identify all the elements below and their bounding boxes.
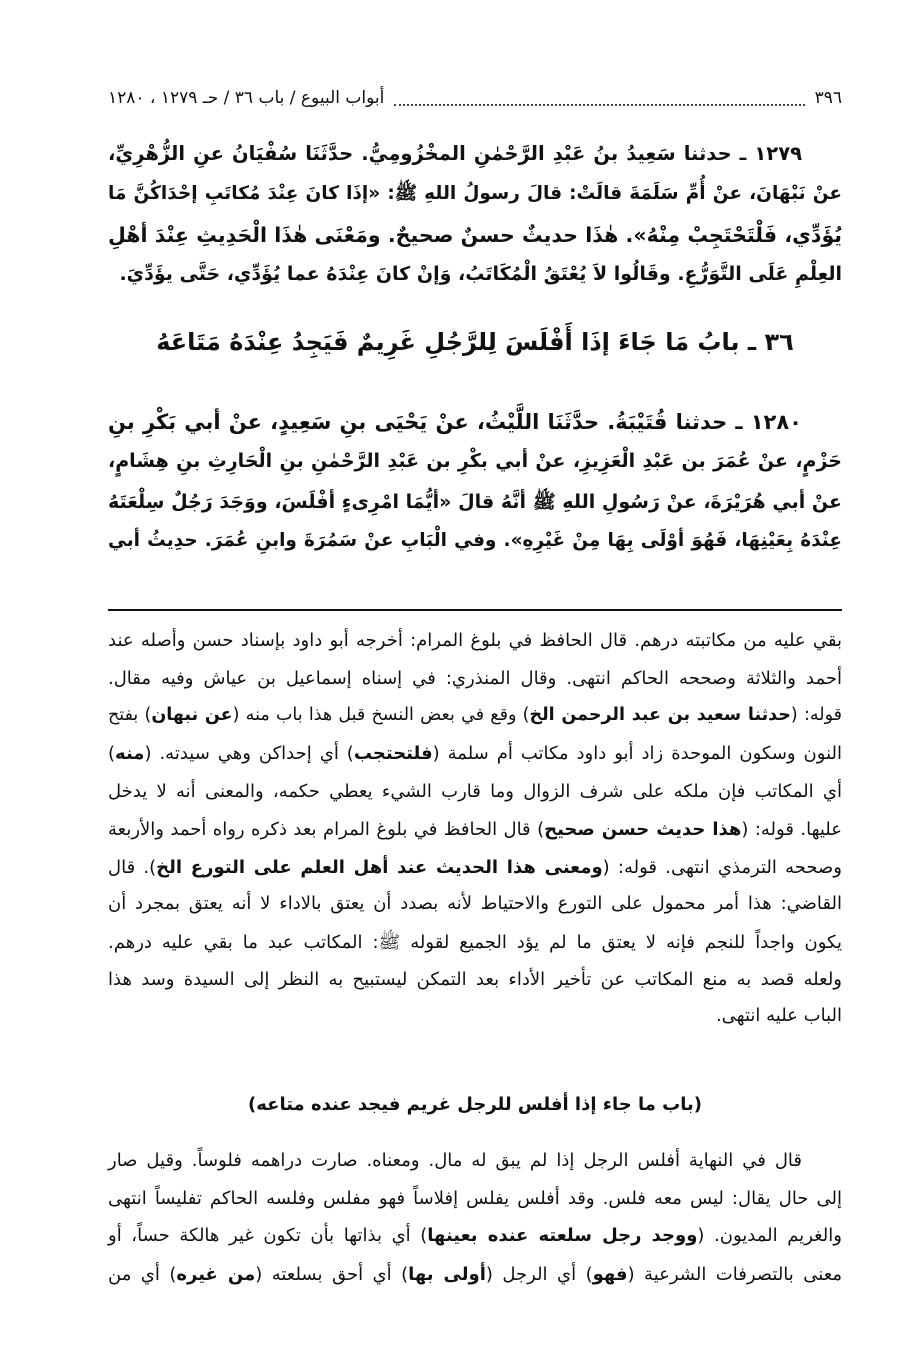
text-run: أحمد والثلاثة وصححه الحاكم انتهى. وقال المنذري: في إسناه إسماعيل بن عياش وفيه مقال.: [108, 668, 842, 689]
commentary-line: [108, 781, 842, 802]
footnote-divider: [108, 609, 842, 611]
hadith-line: [108, 223, 842, 247]
text-run: قال في النهاية أفلس الرجل إذا لم يبق له مال. ومعناه. صارت دراهمه فلوساً. وقيل صار: [108, 1150, 802, 1171]
text-run: عليها. قوله: (: [741, 819, 842, 840]
text-run: ) أي إحداكن وهي سيدته. (: [144, 743, 354, 764]
bold-quoted-phrase: من غيره: [176, 1264, 256, 1285]
bold-quoted-phrase: (باب ما جاء إذا أفلس للرجل غريم فيجد عنده متاعه): [248, 1094, 702, 1115]
hadith-line: [108, 142, 842, 165]
text-run: ١٢٨٠ ـ حدثنا قُتَيْبَةُ. حدَّثَنَا اللَّيْثُ، عنْ يَحْيَى بنِ سَعِيدٍ، عنْ أبي بَكْرِ بنِ: [108, 410, 802, 434]
commentary-line: [108, 705, 842, 725]
hadith-line: [108, 530, 842, 551]
text-run: ) قال الحافظ في بلوغ المرام بعد ذكره رواه أحمد والأربعة: [108, 819, 545, 840]
bold-quoted-phrase: ومعنى هذا الحديث عند أهل العلم على التورع الخ: [156, 857, 603, 878]
page-number: ٣٩٦: [814, 88, 842, 108]
text-run: ١٢٧٩ ـ حدثنا سَعِيدُ بنُ عَبْدِ الرَّحْمٰنِ المخْزُومِيُّ. حدَّثَنَا سُفْيَانُ عنِ الزُّهْرِيِّ،: [108, 142, 802, 165]
text-run: الباب عليه انتهى.: [715, 1005, 842, 1026]
commentary-line: [108, 630, 842, 651]
commentary-line: [108, 857, 842, 878]
text-run: وصححه الترمذي انتهى. قوله: (: [602, 857, 842, 878]
text-run: يكون واجداً للنجم فإنه لا يعتق ما لم يؤد الجميع لقوله ﷺ: المكاتب عبد ما بقي عليه درهم.: [108, 932, 842, 953]
commentary-line: [108, 1150, 842, 1171]
text-run: ) أي أحق بسلعته (: [255, 1264, 409, 1285]
text-run: ) أي الرجل (: [485, 1264, 593, 1285]
text-run: معنى بالتصرفات الشرعية (: [627, 1264, 843, 1285]
bold-quoted-phrase: عن نبهان: [151, 705, 233, 725]
text-run: ولعله قصد به منع المكاتب عن تأخير الأداء بعد التمكن ليستبيح به النظر إلى السيدة وسد هذا: [108, 969, 842, 990]
commentary-line: [108, 969, 842, 990]
commentary-line: [108, 1225, 842, 1246]
commentary-line: [108, 668, 842, 689]
text-run: بقي عليه من مكاتبته درهم. قال الحافظ في بلوغ المرام: أخرجه أبو داود بإسناد حسن وأصله عند: [108, 630, 842, 651]
commentary-line: [108, 1264, 842, 1285]
text-run: العِلْمِ عَلَى التَّوَرُّعِ. وقَالُوا لاَ يُعْتَقُ الْمُكَاتَبُ، وَإنْ كانَ عِنْدَهُ عما يُؤَدِّي، حَتَّى يؤَدِّيَ.: [119, 263, 842, 285]
text-run: عنْ نَبْهَانَ، عنْ أُمِّ سَلَمَةَ قالَتْ: قالَ رسولُ اللهِ ﷺ: «إذَا كانَ عِنْدَ مُكاتَبِ إحْدَاكُنَّ مَا: [108, 183, 842, 204]
bold-quoted-phrase: فلتحتجب: [353, 743, 433, 764]
text-run: إلى حال يقال: ليس معه فلس. وقد أفلس يفلس إفلاساً فهو مفلس وفلسه الحاكم تفليساً انتهى: [108, 1188, 842, 1209]
bold-quoted-phrase: فهو: [592, 1264, 628, 1285]
commentary-line: [108, 931, 842, 957]
commentary-line: [108, 1094, 842, 1115]
text-run: ٣٦ ـ بابُ مَا جَاءَ إذَا أَفْلَسَ لِلرَّجُلِ غَرِيمٌ فَيَجِدُ عِنْدَهُ مَتَاعَهُ: [156, 328, 794, 356]
header-dot-leader: [394, 96, 804, 106]
text-run: النون وسكون الموحدة زاد أبو داود مكاتب أم سلمة (: [432, 743, 842, 764]
text-run: قوله: (: [790, 705, 842, 725]
text-run: ) أي من: [108, 1264, 177, 1285]
text-run: ): [108, 743, 116, 764]
text-run: القاضي: هذا أمر محمول على التورع والاحتياط لأنه بصدد أن يعتق بالاداء لا أنه يعتق بمجرد أن: [108, 893, 842, 914]
hadith-line: [108, 490, 842, 518]
text-run: يُؤَدِّي، فَلْتَحْتَجِبْ مِنْهُ». هٰذَا حديثٌ حسنٌ صحيحٌ. ومَعْنَى هٰذَا الْحَدِيثِ عِنْدَ أهْلِ: [108, 223, 842, 247]
commentary-line: [108, 893, 842, 914]
text-run: ) أي بذاتها بأن تكون غير هالكة حساً، أو: [108, 1225, 428, 1246]
bold-quoted-phrase: منه: [115, 743, 145, 764]
hadith-line: [108, 183, 842, 209]
hadith-line: [108, 328, 842, 356]
running-title: أبواب البيوع / باب ٣٦ / حـ ١٢٧٩ ، ١٢٨٠: [108, 88, 385, 108]
bold-quoted-phrase: هذا حديث حسن صحيح: [544, 819, 742, 840]
hadith-line: [108, 410, 842, 434]
bold-quoted-phrase: أولى بها: [408, 1264, 486, 1285]
commentary-line: [108, 743, 842, 764]
running-header: [108, 88, 842, 108]
commentary-line: [108, 1188, 842, 1209]
commentary-line: [108, 1005, 842, 1026]
text-run: ). قال: [108, 857, 157, 878]
text-run: ) بفتح: [108, 705, 152, 725]
text-run: ) وقع في بعض النسخ قبل هذا باب منه (: [232, 705, 530, 725]
text-run: عنْ أبي هُرَيْرَةَ، عنْ رَسُولِ اللهِ ﷺ أنَّهُ قالَ «أيُّمَا امْرِىءٍ أفْلَسَ، ووَجَدَ رَجُلٌ سِلْعَتَهُ: [108, 491, 842, 513]
bold-quoted-phrase: ووجد رجل سلعته عنده بعينها: [427, 1225, 698, 1246]
hadith-line: [108, 263, 842, 285]
text-run: عِنْدَهُ بِعَيْنِهَا، فَهُوَ أوْلَى بِهَا مِنْ غَيْرِهِ». وفي الْبَابِ عنْ سَمُرَةَ وابنِ عُمَرَ. حدِيثُ أبي: [108, 530, 842, 551]
bold-quoted-phrase: حدثنا سعيد بن عبد الرحمن الخ: [529, 705, 791, 725]
commentary-line: [108, 819, 842, 840]
hadith-line: [108, 450, 842, 472]
text-run: والغريم المديون. (: [697, 1225, 842, 1246]
text-run: أي المكاتب فإن ملكه على شرف الزوال وما قارب الشيء يعطي حكمه، والمعنى أنه لا يدخل: [108, 781, 842, 802]
text-run: حَزْمٍ، عنْ عُمَرَ بن عَبْدِ الْعَزِيزِ، عنْ أبي بكْرِ بن عَبْدِ الرَّحْمٰنِ بنِ الْحَارِثِ بنِ هِشَامٍ،: [108, 450, 842, 472]
